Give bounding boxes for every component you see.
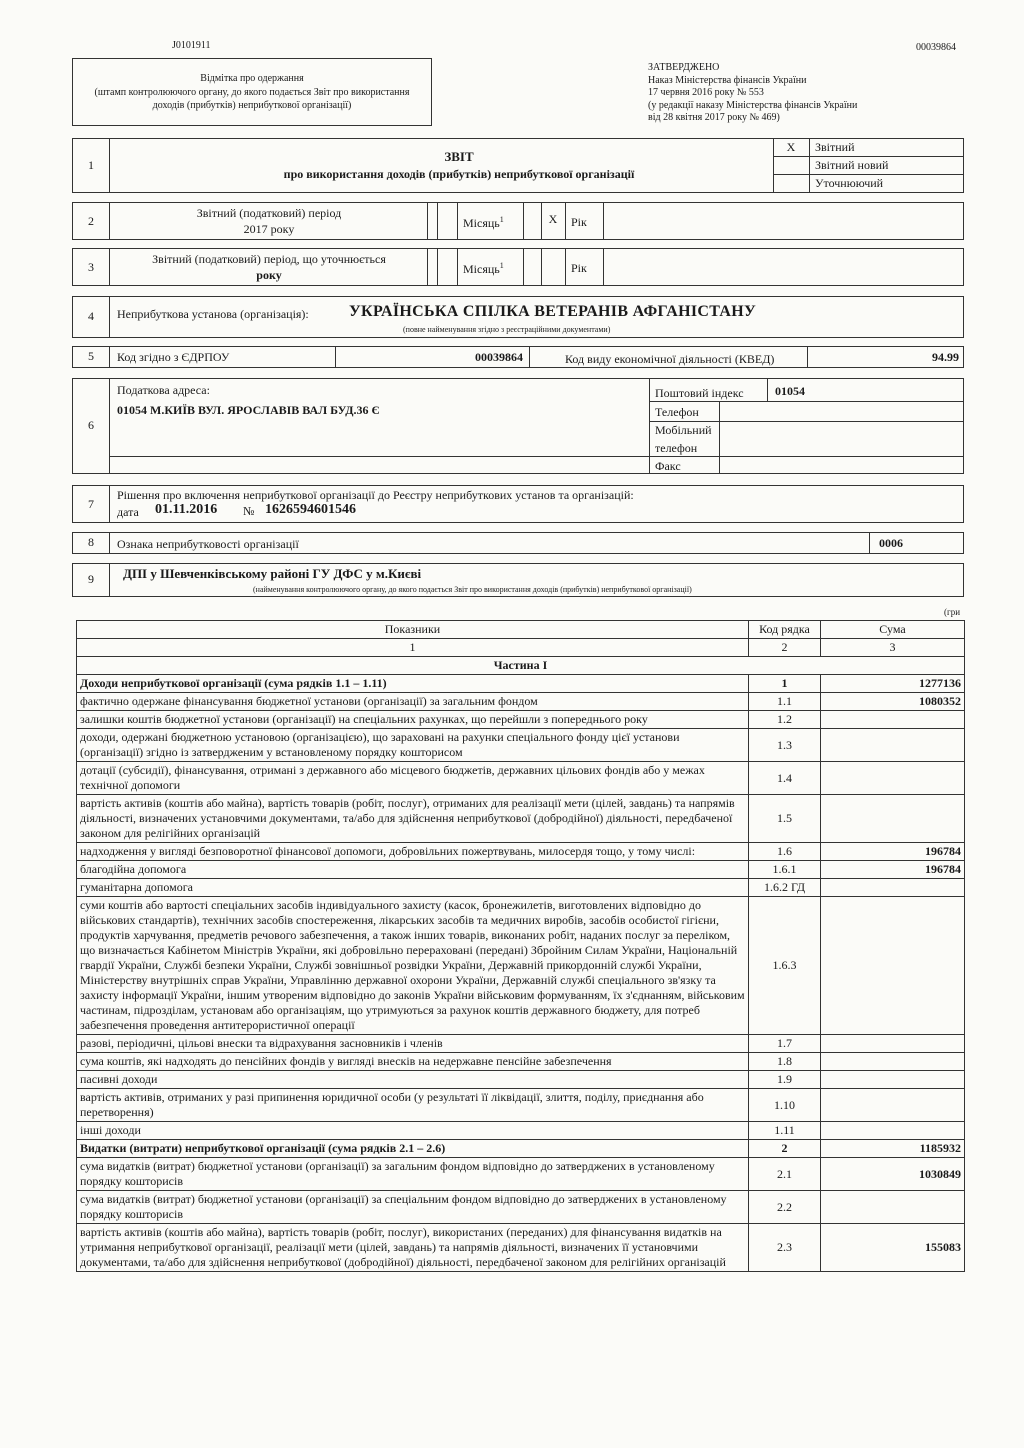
row-sum: 1277136 [821,675,965,693]
row-label: фактично одержане фінансування бюджетної установи (організації) за загальним фондом [77,693,749,711]
row-code: 1.6.2 ГД [749,879,821,897]
fax-label: Факс [655,459,681,473]
row-code: 2.3 [749,1224,821,1272]
report-subtitle: про використання доходів (прибутків) неприбуткової організації [283,167,635,181]
row-code: 1.1 [749,693,821,711]
tax-office-note: (найменування контролюючого органу, до якого подається Звіт про використання доходів (прибутків) неприбуткової організації) [253,585,692,594]
table-row [77,693,965,711]
mobile-label-1: Мобільний [655,423,712,437]
row-label: сума видатків (витрат) бюджетної установи (організації) за спеціальним фондом відповідно до затверджених в установленому порядку кошторисів [77,1191,749,1224]
colnum-1: 1 [77,639,749,657]
address-value: 01054 М.КИЇВ ВУЛ. ЯРОСЛАВІВ ВАЛ БУД.36 Є [117,403,380,417]
section-3-num: 3 [88,260,94,274]
header-indicators: Показники [77,621,749,639]
row-sum [821,1071,965,1089]
receipt-stamp-box [72,58,432,126]
row-label: разові, періодичні, цільові внески та відрахування засновників і членів [77,1035,749,1053]
section-5-num: 5 [88,349,94,363]
section-7 [72,485,964,523]
clarified-year-label: Рік [571,261,587,275]
approval-line5: від 28 квітня 2017 року № 469) [648,112,780,123]
row-code: 1.4 [749,762,821,795]
form-code: J0101911 [172,40,211,51]
row-sum [821,1191,965,1224]
receipt-stamp-line2: (штамп контролюючого органу, до якого подається Звіт про використання [94,87,410,98]
organization-label: Неприбуткова установа (організація): [117,307,309,321]
nonprofit-sign-value: 0006 [879,536,903,550]
row-sum [821,897,965,1035]
table-row [77,1122,965,1140]
report-title: ЗВІТ [444,149,474,164]
row-sum: 1185932 [821,1140,965,1158]
nonprofit-sign-label: Ознака неприбутковості організації [117,537,299,551]
row-sum: 1080352 [821,693,965,711]
organization-note: (повне найменування згідно з реєстраційними документами) [403,325,611,334]
receipt-stamp-line3: доходів (прибутків) неприбуткової організації) [152,100,352,111]
row-code: 1.7 [749,1035,821,1053]
row-sum: 196784 [821,861,965,879]
period-year: 2017 року [243,222,295,236]
month-label-text: Місяць [463,216,500,230]
section-2-num: 2 [88,214,94,228]
registry-no-value: 1626594601546 [265,502,356,517]
row-code: 1.10 [749,1089,821,1122]
table-row [77,1071,965,1089]
row-label: Доходи неприбуткової організації (сума рядків 1.1 – 1.11) [77,675,749,693]
clarified-period-year: року [256,268,282,282]
section-1 [72,138,964,193]
table-row [77,1191,965,1224]
row-sum: 196784 [821,843,965,861]
postal-value: 01054 [775,384,805,398]
receipt-stamp-line1: Відмітка про одержання [200,73,304,84]
row-code: 1.11 [749,1122,821,1140]
part-title: Частина I [77,657,965,675]
row-label: інші доходи [77,1122,749,1140]
table-row [77,843,965,861]
row-sum: 1030849 [821,1158,965,1191]
table-row [77,897,965,1035]
header-code: Код рядка [749,621,821,639]
row-label: вартість активів (коштів або майна), вартість товарів (робіт, послуг), використаних (переданих) для фінансування видатків на утримання неприбуткової організації, реалізації мети (цілей, завдань) та напрямів діяльності, визначених її установчими документами, та/або для здійснення неприбуткової (добродійної) діяльності, передбаченої законом для релігійних організацій [77,1224,749,1272]
row-label: вартість активів, отриманих у разі припинення юридичної особи (у результаті її ліквідації, злиття, поділу, приєднання або перетворення) [77,1089,749,1122]
postal-label: Поштовий індекс [655,386,744,400]
section-6 [72,378,964,474]
row-code: 1.6 [749,843,821,861]
table-row [77,795,965,843]
table-row [77,1035,965,1053]
row-label: сума видатків (витрат) бюджетної установи (організації) за загальним фондом відповідно до затверджених в установленому порядку кошторисів [77,1158,749,1191]
edrpou-label: Код згідно з ЄДРПОУ [117,350,230,364]
row-code: 2.1 [749,1158,821,1191]
clarified-month-text: Місяць [463,262,500,276]
option-new-label: Звітний новий [815,158,889,172]
row-label: вартість активів (коштів або майна), вартість товарів (робіт, послуг), отриманих для реалізації мети (цілей, завдань) та напрямів діяльності, визначених установчими документами, та/або для здійснення неприбуткової (добродійної) діяльності, передбаченої законом для релігійних організацій [77,795,749,843]
section-5 [72,346,964,368]
clarified-month-sup: 1 [499,261,504,270]
table-row [77,711,965,729]
table-row [77,1224,965,1272]
row-code: 1.5 [749,795,821,843]
registry-date-label: дата [117,505,139,519]
phone-label: Телефон [655,405,699,419]
year-mark[interactable]: X [548,212,558,226]
table-row [77,729,965,762]
section-7-num: 7 [88,497,94,511]
organization-name: УКРАЇНСЬКА СПІЛКА ВЕТЕРАНІВ АФГАНІСТАНУ [349,303,757,320]
row-code: 2 [749,1140,821,1158]
row-sum [821,795,965,843]
option-reporting-mark[interactable]: X [786,140,796,154]
row-sum [821,711,965,729]
section-9-num: 9 [88,572,94,586]
table-header-row [77,621,965,639]
kved-label: Код виду економічної діяльності (КВЕД) [565,352,775,366]
address-label: Податкова адреса: [117,383,210,397]
row-sum [821,1053,965,1071]
approval-line2: Наказ Міністерства фінансів України [648,74,807,86]
approval-line3: 17 червня 2016 року № 553 [648,87,764,98]
table-row [77,879,965,897]
table-row [77,1053,965,1071]
approval-block [648,62,857,125]
table-row [77,1140,965,1158]
header-sum: Сума [821,621,965,639]
row-code: 1 [749,675,821,693]
table-row [77,762,965,795]
row-label: дотації (субсидії), фінансування, отримані з державного або місцевого бюджетів, державних цільових фондів або у межах технічної допомоги [77,762,749,795]
registry-date-value: 01.11.2016 [155,502,218,517]
row-code: 1.6.3 [749,897,821,1035]
month-label [463,215,504,231]
row-sum: 155083 [821,1224,965,1272]
colnum-3: 3 [821,639,965,657]
table-colnum-row [77,639,965,657]
row-code: 1.9 [749,1071,821,1089]
approval-line4: (у редакції наказу Міністерства фінансів України [648,99,858,111]
section-3 [72,248,964,286]
row-label: благодійна допомога [77,861,749,879]
option-reporting-label: Звітний [815,140,855,154]
table-row [77,861,965,879]
row-sum [821,879,965,897]
indicators-table [76,620,965,1272]
row-sum [821,1122,965,1140]
approval-line1: ЗАТВЕРДЖЕНО [648,62,720,73]
period-label: Звітний (податковий) період [196,206,342,220]
section-8-num: 8 [88,535,94,549]
section-6-num: 6 [88,418,94,432]
row-code: 1.8 [749,1053,821,1071]
table-row [77,1089,965,1122]
month-sup: 1 [499,215,504,224]
registry-no-label: № [243,504,255,518]
row-label: сума коштів, які надходять до пенсійних фондів у вигляді внесків на недержавне пенсійне забезпечення [77,1053,749,1071]
row-label: надходження у вигляді безповоротної фінансової допомоги, добровільних пожертвувань, милосердя тощо, у тому числі: [77,843,749,861]
row-label: суми коштів або вартості спеціальних засобів індивідуального захисту (касок, бронежилетів, виготовлених відповідно до військових стандартів), технічних засобів спостереження, лікарських засобів та медичних виробів, засобів особистої гігієни, продуктів харчування, предметів речового забезпечення, а також інших товарів, виконаних робіт, наданих послуг за переліком, що визначається Кабінетом Міністрів України, які добровільно перераховані (передані) Збройним Силам України, Національній гвардії України, Службі безпеки України, Службі зовнішньої розвідки України, Державній прикордонній службі України, Міністерству внутрішніх справ України, Управлінню державної охорони України, Державній службі спеціального зв'язку та захисту інформації України, іншим утвореним відповідно до законів України військовим формуванням, їх з'єднанням, військовим частинам, підрозділам, установам або організаціям, що утримуються за рахунок коштів державного бюджету, для потреб забезпечення проведення антитерористичної операції [77,897,749,1035]
row-label: доходи, одержані бюджетною установою (організацією), що зараховані на рахунки спеціального фонду цієї установи (організації) згідно із затвердженим у встановленому порядку кошторисом [77,729,749,762]
kved-value: 94.99 [932,350,959,364]
section-2 [72,202,964,240]
row-code: 1.3 [749,729,821,762]
row-label: залишки коштів бюджетної установи (організації) на спеціальних рахунках, що перейшли з попереднього року [77,711,749,729]
section-1-num: 1 [88,158,94,172]
row-sum [821,729,965,762]
row-code: 2.2 [749,1191,821,1224]
row-sum [821,1089,965,1122]
row-sum [821,1035,965,1053]
row-label: пасивні доходи [77,1071,749,1089]
part-title-row [77,657,965,675]
table-row [77,1158,965,1191]
option-clarifying-label: Уточнюючий [815,176,884,190]
section-9 [72,563,964,597]
registry-label: Рішення про включення неприбуткової організації до Реєстру неприбуткових установ та організацій: [117,488,634,502]
row-sum [821,762,965,795]
doc-number: 00039864 [916,42,956,53]
year-label: Рік [571,215,587,229]
mobile-label-2: телефон [655,441,698,455]
row-label: гуманітарна допомога [77,879,749,897]
section-4 [72,296,964,338]
colnum-2: 2 [749,639,821,657]
currency-note: (гри [944,607,961,617]
clarified-period-label: Звітний (податковий) період, що уточнюється [152,252,386,266]
clarified-month-label [463,261,504,277]
section-8 [72,532,964,554]
row-code: 1.2 [749,711,821,729]
row-code: 1.6.1 [749,861,821,879]
row-label: Видатки (витрати) неприбуткової організації (сума рядків 2.1 – 2.6) [77,1140,749,1158]
section-4-num: 4 [88,309,94,323]
tax-office-name: ДПІ у Шевченківському районі ГУ ДФС у м.Києві [123,566,422,581]
edrpou-value: 00039864 [475,350,523,364]
table-row [77,675,965,693]
